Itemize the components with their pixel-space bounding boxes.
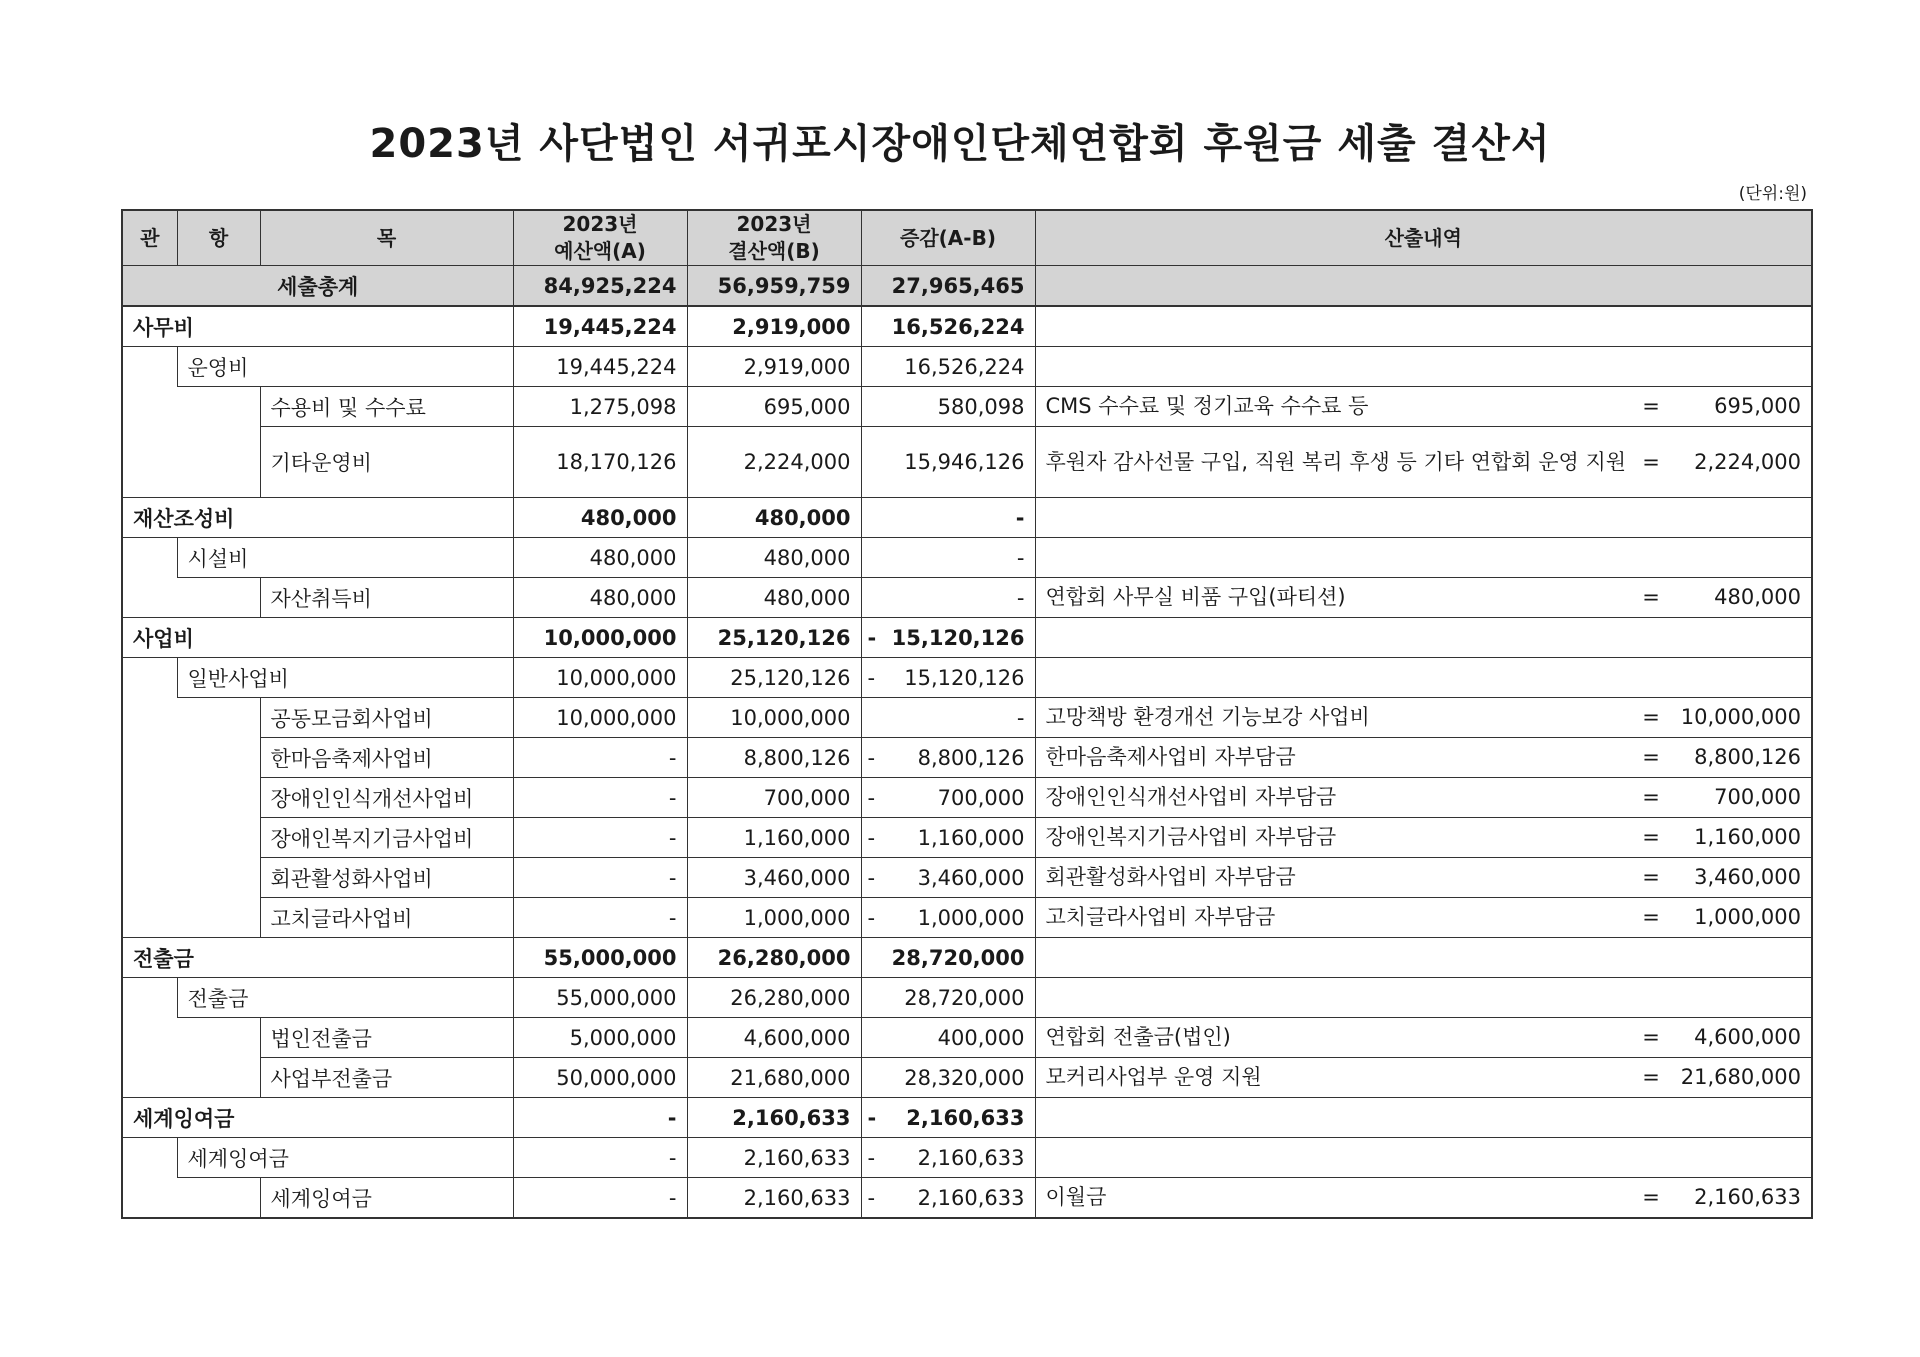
mok-budget: 480,000 — [513, 578, 687, 618]
calc-detail — [1046, 743, 1802, 771]
mok-calc — [1035, 427, 1812, 498]
mok-calc — [1035, 1018, 1812, 1058]
mok-settled: 3,460,000 — [687, 858, 861, 898]
negative-sign: - — [867, 905, 876, 930]
mok-settled: 1,160,000 — [687, 818, 861, 858]
header-diff: 증감(A-B) — [861, 210, 1035, 266]
mok-name: 사업부전출금 — [260, 1058, 513, 1098]
calc-text: CMS 수수료 및 정기교육 수수료 등 — [1045, 394, 1369, 419]
gwan-diff — [861, 306, 1035, 347]
calc-text: 회관활성화사업비 자부담금 — [1045, 865, 1296, 890]
total-budget: 84,925,224 — [513, 266, 687, 307]
hang-calc — [1035, 978, 1812, 1018]
hang-settled: 2,160,633 — [687, 1138, 861, 1178]
mok-budget: - — [513, 858, 687, 898]
mok-row — [122, 898, 1812, 938]
gwan-budget: 19,445,224 — [513, 306, 687, 347]
mok-row — [122, 1178, 1812, 1219]
hang-diff — [861, 538, 1035, 578]
header-settled: 2023년 결산액(B) — [687, 210, 861, 266]
calc-equals: = — [1642, 394, 1660, 419]
mok-name: 공동모금회사업비 — [260, 698, 513, 738]
gwan-budget: - — [513, 1098, 687, 1138]
calc-amount: 695,000 — [1714, 394, 1801, 419]
indent-cell — [122, 818, 177, 858]
mok-settled: 2,160,633 — [687, 1178, 861, 1219]
mok-row — [122, 387, 1812, 427]
diff-value: 8,800,126 — [917, 745, 1025, 770]
calc-text: 모커리사업부 운영 지원 — [1045, 1065, 1262, 1090]
calc-detail — [1046, 703, 1802, 731]
gwan-settled: 2,160,633 — [687, 1098, 861, 1138]
gwan-row — [122, 306, 1812, 347]
hang-diff — [861, 978, 1035, 1018]
mok-calc — [1035, 387, 1812, 427]
gwan-settled: 25,120,126 — [687, 618, 861, 658]
mok-row — [122, 698, 1812, 738]
indent-cell — [177, 778, 260, 818]
indent-cell — [122, 658, 177, 698]
diff-value: - — [1016, 585, 1025, 610]
indent-cell — [177, 427, 260, 498]
mok-row — [122, 778, 1812, 818]
mok-budget: - — [513, 818, 687, 858]
calc-text: 고치글라사업비 자부담금 — [1045, 905, 1276, 930]
mok-name: 고치글라사업비 — [260, 898, 513, 938]
gwan-calc — [1035, 618, 1812, 658]
hang-calc — [1035, 347, 1812, 387]
mok-settled: 4,600,000 — [687, 1018, 861, 1058]
mok-calc — [1035, 858, 1812, 898]
mok-calc — [1035, 1058, 1812, 1098]
gwan-name: 재산조성비 — [122, 498, 513, 538]
hang-calc — [1035, 1138, 1812, 1178]
indent-cell — [122, 1138, 177, 1178]
calc-amount: 3,460,000 — [1694, 865, 1801, 890]
calc-equals: = — [1642, 1025, 1660, 1050]
mok-row — [122, 818, 1812, 858]
diff-value: 15,946,126 — [904, 450, 1025, 474]
mok-budget: - — [513, 738, 687, 778]
negative-sign: - — [867, 1105, 877, 1130]
header-mok: 목 — [260, 210, 513, 266]
hang-settled: 25,120,126 — [687, 658, 861, 698]
negative-sign: - — [867, 625, 877, 650]
mok-settled: 1,000,000 — [687, 898, 861, 938]
gwan-row — [122, 938, 1812, 978]
mok-diff — [861, 578, 1035, 618]
hang-diff — [861, 1138, 1035, 1178]
indent-cell — [122, 778, 177, 818]
mok-row — [122, 578, 1812, 618]
diff-value: 2,160,633 — [906, 1105, 1025, 1130]
hang-budget: 480,000 — [513, 538, 687, 578]
hang-diff — [861, 658, 1035, 698]
calc-text: 연합회 사무실 비품 구입(파티션) — [1045, 585, 1346, 610]
indent-cell — [177, 387, 260, 427]
total-row — [122, 266, 1812, 307]
calc-amount: 21,680,000 — [1680, 1065, 1801, 1090]
gwan-diff — [861, 1098, 1035, 1138]
header-hang: 항 — [177, 210, 260, 266]
mok-name: 한마음축제사업비 — [260, 738, 513, 778]
hang-calc — [1035, 538, 1812, 578]
mok-row — [122, 858, 1812, 898]
gwan-calc — [1035, 1098, 1812, 1138]
calc-detail — [1046, 823, 1802, 851]
negative-sign: - — [867, 865, 876, 890]
gwan-settled: 480,000 — [687, 498, 861, 538]
calc-equals: = — [1642, 905, 1660, 930]
hang-calc — [1035, 658, 1812, 698]
calc-detail — [1046, 448, 1802, 476]
mok-budget: - — [513, 898, 687, 938]
total-label: 세출총계 — [122, 266, 513, 307]
indent-cell — [122, 858, 177, 898]
gwan-name: 전출금 — [122, 938, 513, 978]
mok-name: 세계잉여금 — [260, 1178, 513, 1219]
mok-diff — [861, 1018, 1035, 1058]
gwan-budget: 10,000,000 — [513, 618, 687, 658]
mok-calc — [1035, 898, 1812, 938]
calc-amount: 2,160,633 — [1694, 1185, 1801, 1210]
calc-text: 장애인인식개선사업비 자부담금 — [1045, 785, 1337, 810]
calc-text: 장애인복지기금사업비 자부담금 — [1045, 825, 1337, 850]
mok-diff — [861, 738, 1035, 778]
calc-detail — [1046, 1183, 1802, 1211]
calc-amount: 700,000 — [1714, 785, 1801, 810]
negative-sign: - — [867, 785, 876, 810]
hang-budget: 10,000,000 — [513, 658, 687, 698]
mok-calc — [1035, 738, 1812, 778]
gwan-budget: 55,000,000 — [513, 938, 687, 978]
diff-value: 16,526,224 — [904, 354, 1025, 379]
diff-value: 28,720,000 — [891, 945, 1025, 970]
hang-row — [122, 658, 1812, 698]
gwan-name: 사업비 — [122, 618, 513, 658]
indent-cell — [177, 858, 260, 898]
negative-sign: - — [867, 665, 876, 690]
mok-row — [122, 427, 1812, 498]
calc-amount: 1,000,000 — [1694, 905, 1801, 930]
mok-settled: 8,800,126 — [687, 738, 861, 778]
indent-cell — [122, 698, 177, 738]
diff-value: 1,160,000 — [917, 825, 1025, 850]
header-gwan: 관 — [122, 210, 177, 266]
header-calc: 산출내역 — [1035, 210, 1812, 266]
calc-equals: = — [1642, 1185, 1660, 1210]
mok-name: 법인전출금 — [260, 1018, 513, 1058]
hang-name: 세계잉여금 — [177, 1138, 513, 1178]
negative-sign: - — [867, 745, 876, 770]
diff-value: 28,720,000 — [904, 985, 1025, 1010]
hang-row — [122, 978, 1812, 1018]
mok-calc — [1035, 1178, 1812, 1219]
total-diff: 27,965,465 — [861, 266, 1035, 307]
mok-settled: 21,680,000 — [687, 1058, 861, 1098]
gwan-diff — [861, 498, 1035, 538]
calc-amount: 480,000 — [1714, 585, 1801, 610]
indent-cell — [122, 347, 177, 387]
diff-value: - — [1016, 545, 1025, 570]
gwan-name: 사무비 — [122, 306, 513, 347]
calc-text: 한마음축제사업비 자부담금 — [1045, 745, 1296, 770]
hang-budget: 19,445,224 — [513, 347, 687, 387]
gwan-budget: 480,000 — [513, 498, 687, 538]
gwan-row — [122, 1098, 1812, 1138]
mok-budget: 50,000,000 — [513, 1058, 687, 1098]
total-calc — [1035, 266, 1812, 307]
calc-equals: = — [1642, 745, 1660, 770]
indent-cell — [122, 578, 177, 618]
unit-label: (단위:원) — [1738, 184, 1807, 204]
diff-value: 28,320,000 — [904, 1065, 1025, 1090]
diff-value: 580,098 — [937, 394, 1025, 419]
gwan-row — [122, 498, 1812, 538]
calc-equals: = — [1642, 825, 1660, 850]
mok-name: 장애인인식개선사업비 — [260, 778, 513, 818]
hang-name: 일반사업비 — [177, 658, 513, 698]
hang-name: 전출금 — [177, 978, 513, 1018]
indent-cell — [122, 427, 177, 498]
mok-settled: 695,000 — [687, 387, 861, 427]
gwan-calc — [1035, 938, 1812, 978]
hang-name: 운영비 — [177, 347, 513, 387]
header-budget: 2023년 예산액(A) — [513, 210, 687, 266]
hang-budget: 55,000,000 — [513, 978, 687, 1018]
mok-diff — [861, 1178, 1035, 1219]
mok-name: 회관활성화사업비 — [260, 858, 513, 898]
indent-cell — [122, 738, 177, 778]
table-header-row — [122, 210, 1812, 266]
hang-settled: 480,000 — [687, 538, 861, 578]
gwan-calc — [1035, 498, 1812, 538]
calc-detail — [1046, 783, 1802, 811]
negative-sign: - — [867, 825, 876, 850]
calc-amount: 10,000,000 — [1680, 705, 1801, 730]
mok-calc — [1035, 818, 1812, 858]
indent-cell — [122, 978, 177, 1018]
hang-settled: 2,919,000 — [687, 347, 861, 387]
mok-diff — [861, 858, 1035, 898]
mok-calc — [1035, 698, 1812, 738]
diff-value: 3,460,000 — [917, 865, 1025, 890]
calc-text: 후원자 감사선물 구입, 직원 복리 후생 등 기타 연합회 운영 지원 — [1045, 449, 1627, 474]
gwan-diff — [861, 938, 1035, 978]
mok-budget: - — [513, 1178, 687, 1219]
calc-equals: = — [1642, 865, 1660, 890]
mok-diff — [861, 1058, 1035, 1098]
indent-cell — [122, 898, 177, 938]
mok-row — [122, 1058, 1812, 1098]
indent-cell — [177, 738, 260, 778]
calc-text: 연합회 전출금(법인) — [1045, 1025, 1231, 1050]
indent-cell — [122, 1178, 177, 1219]
calc-amount: 4,600,000 — [1694, 1025, 1801, 1050]
calc-text: 고망책방 환경개선 기능보강 사업비 — [1045, 705, 1370, 730]
diff-value: 15,120,126 — [904, 665, 1025, 690]
diff-value: 700,000 — [937, 785, 1025, 810]
mok-settled: 700,000 — [687, 778, 861, 818]
mok-budget: - — [513, 778, 687, 818]
calc-amount: 8,800,126 — [1694, 745, 1801, 770]
calc-amount: 2,224,000 — [1694, 449, 1801, 474]
mok-diff — [861, 427, 1035, 498]
gwan-name: 세계잉여금 — [122, 1098, 513, 1138]
calc-detail — [1046, 863, 1802, 891]
calc-text: 이월금 — [1045, 1185, 1107, 1210]
hang-settled: 26,280,000 — [687, 978, 861, 1018]
indent-cell — [177, 1178, 260, 1219]
gwan-settled: 2,919,000 — [687, 306, 861, 347]
diff-value: 16,526,224 — [891, 314, 1025, 339]
indent-cell — [177, 898, 260, 938]
mok-budget: 5,000,000 — [513, 1018, 687, 1058]
indent-cell — [177, 1018, 260, 1058]
indent-cell — [122, 538, 177, 578]
mok-diff — [861, 387, 1035, 427]
calc-equals: = — [1642, 585, 1660, 610]
indent-cell — [122, 1058, 177, 1098]
mok-name: 장애인복지기금사업비 — [260, 818, 513, 858]
hang-row — [122, 347, 1812, 387]
indent-cell — [177, 1058, 260, 1098]
calc-equals: = — [1642, 705, 1660, 730]
hang-name: 시설비 — [177, 538, 513, 578]
mok-diff — [861, 898, 1035, 938]
gwan-calc — [1035, 306, 1812, 347]
diff-value: - — [1016, 705, 1025, 730]
mok-budget: 18,170,126 — [513, 427, 687, 498]
mok-row — [122, 738, 1812, 778]
expenditure-settlement-table — [121, 209, 1813, 1219]
mok-row — [122, 1018, 1812, 1058]
document-title: 2023년 사단법인 서귀포시장애인단체연합회 후원금 세출 결산서 — [369, 121, 1551, 167]
mok-diff — [861, 698, 1035, 738]
diff-value: - — [1015, 505, 1025, 530]
mok-calc — [1035, 578, 1812, 618]
diff-value: 15,120,126 — [891, 625, 1025, 650]
diff-value: 2,160,633 — [917, 1185, 1025, 1210]
mok-budget: 1,275,098 — [513, 387, 687, 427]
mok-diff — [861, 818, 1035, 858]
mok-name: 기타운영비 — [260, 427, 513, 498]
hang-diff — [861, 347, 1035, 387]
diff-value: 400,000 — [937, 1025, 1025, 1050]
calc-detail — [1046, 1063, 1802, 1091]
indent-cell — [177, 698, 260, 738]
calc-equals: = — [1642, 785, 1660, 810]
calc-detail — [1046, 903, 1802, 931]
calc-amount: 1,160,000 — [1694, 825, 1801, 850]
mok-settled: 480,000 — [687, 578, 861, 618]
mok-budget: 10,000,000 — [513, 698, 687, 738]
hang-row — [122, 1138, 1812, 1178]
mok-settled: 2,224,000 — [687, 427, 861, 498]
mok-diff — [861, 778, 1035, 818]
calc-equals: = — [1642, 449, 1660, 474]
negative-sign: - — [867, 1185, 876, 1210]
hang-budget: - — [513, 1138, 687, 1178]
diff-value: 1,000,000 — [917, 905, 1025, 930]
hang-row — [122, 538, 1812, 578]
mok-name: 수용비 및 수수료 — [260, 387, 513, 427]
mok-calc — [1035, 778, 1812, 818]
gwan-settled: 26,280,000 — [687, 938, 861, 978]
mok-name: 자산취득비 — [260, 578, 513, 618]
indent-cell — [177, 818, 260, 858]
indent-cell — [122, 1018, 177, 1058]
diff-value: 2,160,633 — [917, 1145, 1025, 1170]
negative-sign: - — [867, 1145, 876, 1170]
total-settled: 56,959,759 — [687, 266, 861, 307]
calc-detail — [1046, 392, 1802, 420]
indent-cell — [177, 578, 260, 618]
calc-detail — [1046, 583, 1802, 611]
mok-settled: 10,000,000 — [687, 698, 861, 738]
gwan-row — [122, 618, 1812, 658]
indent-cell — [122, 387, 177, 427]
calc-equals: = — [1642, 1065, 1660, 1090]
calc-detail — [1046, 1023, 1802, 1051]
gwan-diff — [861, 618, 1035, 658]
